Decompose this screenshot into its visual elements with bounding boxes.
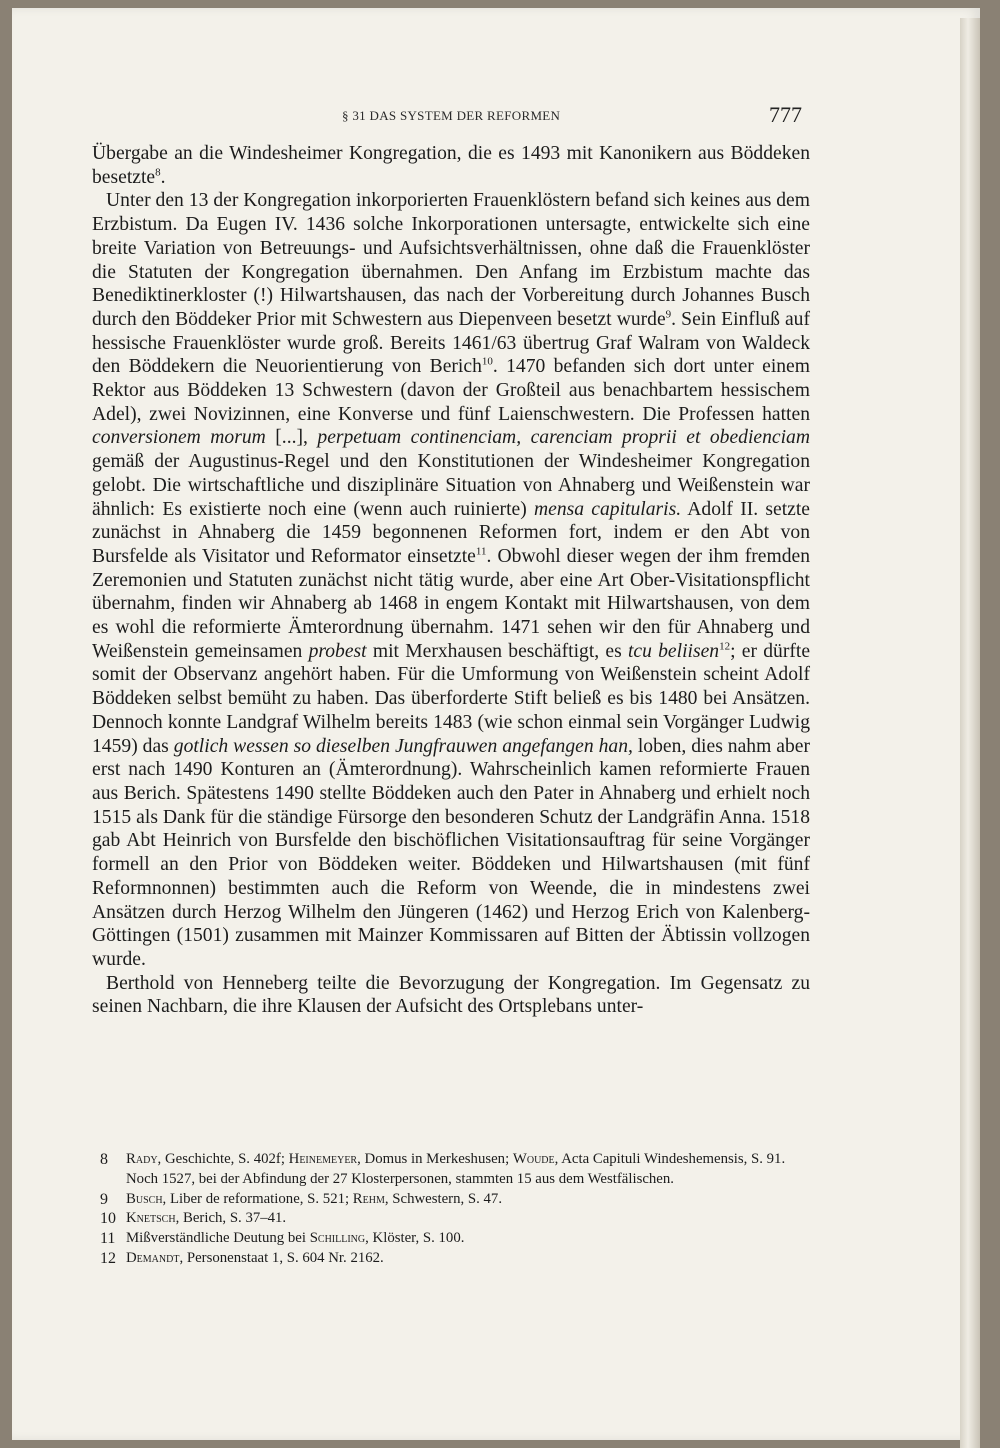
footnote-10: 10 Knetsch, Berich, S. 37–41. [100,1210,287,1228]
footnote-12: 12 Demandt, Personenstaat 1, S. 604 Nr. 2162. [100,1249,384,1267]
book-page [12,8,980,1440]
footnote-11: 11 Mißverständliche Deutung bei Schilling, Klöster, S. 100. [100,1230,465,1248]
footnotes [100,1150,800,1269]
latin-quote: perpetuam continenciam, carenciam proprii et obedienciam [317,427,810,449]
footnote-ref-11: 11 [475,545,487,558]
running-header: § 31 DAS SYSTEM DER REFORMEN [342,108,561,123]
quoted-term: probest [308,640,367,662]
quoted-term: tcu beliisen [627,640,720,662]
latin-term: mensa capitularis. [533,498,682,520]
footnote-9: 9 Busch, Liber de reformatione, S. 521; Rehm, Schwestern, S. 47. [100,1190,503,1208]
quoted-phrase: gotlich wessen so dieselben Jungfrauwen angefangen han, [173,735,633,757]
footnote-ref-12: 12 [719,640,731,653]
paragraph-3: Berthold von Henneberg teilte die Bevorzugung der Kongregation. Im Gegensatz zu seinen Nachbarn, die ihre Klausen der Aufsicht des Ortsplebans unter- [92,972,810,1018]
footnote-ref-8: 8 [155,166,161,179]
footnote-ref-9: 9 [665,308,672,321]
latin-quote: conversionem morum [92,427,266,449]
page-edge [960,18,980,1448]
footnote-ref-10: 10 [481,355,493,368]
footnote-8: 8 Rady, Geschichte, S. 402f; Heinemeyer, Domus in Merkeshusen; Woude, Acta Capituli Windeshemensis, S. 91. Noch 1527, bei der Abfindung der 27 Klosterpersonen, stammten 15 aus dem Westfälischen. [100,1151,786,1187]
paragraph-2: Unter den 13 der Kongregation inkorporierten Frauenklöstern befand sich keines aus dem Erzbistum. Da Eugen IV. 1436 solche Inkorporationen untersagte, entwickelte sich eine breite Variation von Betreuungs- und Aufsichtsverhältnissen, ohne daß die Frauenklöster die Statuten der Kongregation übernahmen. Den Anfang im Erzbistum machte das Benediktinerkloster (!) Hilwartshausen, das nach der Vorbereitung durch Johannes Busch durch den Böddeker Prior mit Schwestern aus Diepenveen besetzt wurde$^9$. Sein Einfluß auf hessische Frauenklöster wurde groß. Bereits 1461/63 übertrug Graf Walram von Waldeck den Böddekern die Neuorientierung von Berich$^{10}$. 1470 befanden sich dort unter einem Rektor aus Böddeken 13 Schwestern (davon der Großteil aus benachbartem hessischem Adel), zwei Novizinnen, eine Konverse und fünf Laienschwestern. Die Professen hatten conversionem morum [...], perpetuam continenciam, carenciam proprii et obedienciam gemäß der Augustinus-Regel und den Konstitutionen der Windesheimer Kongregation gelobt. Die wirtschaftliche und disziplinäre Situation von Ahnaberg und Weißenstein war ähnlich: Es existierte noch eine (wenn auch ruinierte) mensa capitularis. Adolf II. setzte zunächst in Ahnaberg die 1459 begonnenen Reformen fort, indem er den Abt von Bursfelde als Visitator und Reformator einsetzte$^{11}$. Obwohl dieser wegen der ihm fremden Zeremonien und Statuten zunächst nicht tätig wurde, aber eine Art Ober-Visitationspflicht übernahm, finden wir Ahnaberg ab 1468 in engem Kontakt mit Hilwartshausen, von dem es wohl die reformierte Ämterordnung übernahm. 1471 sehen wir den für Ahnaberg und Weißenstein gemeinsamen probest mit Merxhausen beschäftigt, es tcu beliisen$^{12}$; er dürfte somit der Observanz angehört haben. Für die Umformung von Weißenstein scheint Adolf Böddeken selbst bemüht zu haben. Das überforderte Stift beließ es bis 1480 bei Ansätzen. Dennoch konnte Landgraf Wilhelm bereits 1483 (wie schon einmal sein Vorgänger Ludwig 1459) das gotlich wessen so dieselben Jungfrauwen angefangen han, loben, dies nahm aber erst nach 1490 Konturen an (Ämterordnung). Wahrscheinlich kamen reformierte Frauen aus Berich. Spätestens 1490 stellte Böddeken auch den Pater in Ahnaberg und erhielt noch 1515 als Dank für die ständige Fürsorge den besonderen Schutz der Landgräfin Anna. 1518 gab Abt Heinrich von Bursfelde den bischöflichen Visitationsauftrag für seine Vorgänger formell an den Prior von Böddeken weiter. Böddeken und Hilwartshausen (mit fünf Reformnonnen) bestimmten auch die Reform von Weende, die in mindestens zwei Ansätzen durch Herzog Wilhelm den Jüngeren (1462) und Herzog Erich von Kalenberg-Göttingen (1501) zusammen mit Mainzer Kommissaren auf Bitten der Äbtissin vollzogen wurde. [92,190,811,970]
main-text [92,142,810,1019]
paragraph-1: Übergabe an die Windesheimer Kongregation, die es 1493 mit Kanonikern aus Böddeken besetzte$^8$. [92,143,810,188]
page-number: 777 [769,102,802,127]
